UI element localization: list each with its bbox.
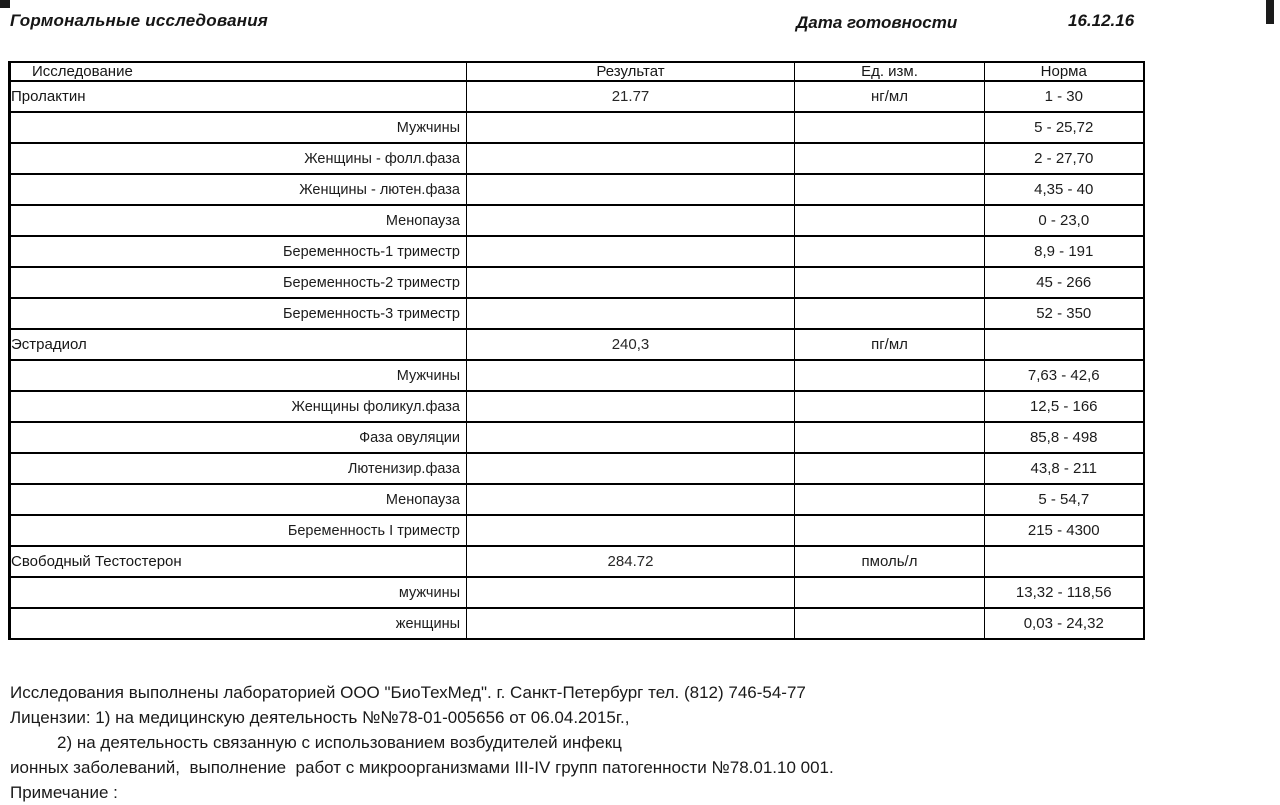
analyte-cell: Женщины - фолл.фаза <box>10 143 467 174</box>
norm-cell: 13,32 - 118,56 <box>985 577 1144 608</box>
result-cell <box>467 112 795 143</box>
analyte-cell: Эстрадиол <box>10 329 467 360</box>
result-cell <box>467 422 795 453</box>
table-row <box>10 391 1144 422</box>
analyte-cell: Мужчины <box>10 112 467 143</box>
norm-cell: 5 - 25,72 <box>985 112 1144 143</box>
unit-cell <box>795 422 985 453</box>
header-row <box>10 62 1144 81</box>
result-cell <box>467 515 795 546</box>
table-row <box>10 267 1144 298</box>
analyte-cell: Беременность-1 триместр <box>10 236 467 267</box>
table-row <box>10 608 1144 639</box>
unit-cell <box>795 577 985 608</box>
results-table-body <box>10 81 1144 639</box>
result-cell <box>467 484 795 515</box>
footer-line: Исследования выполнены лабораторией ООО "БиоТехМед". г. Санкт-Петербург тел. (812) 746-54-77 <box>10 683 806 702</box>
scan-artifact <box>0 0 10 8</box>
ready-date-label: Дата готовности <box>796 13 958 32</box>
unit-cell <box>795 174 985 205</box>
result-cell: 284.72 <box>467 546 795 577</box>
column-header-unit: Ед. изм. <box>795 62 985 81</box>
table-row <box>10 298 1144 329</box>
analyte-cell: Женщины фоликул.фаза <box>10 391 467 422</box>
table-row <box>10 329 1144 360</box>
result-cell <box>467 236 795 267</box>
analyte-cell: Свободный Тестостерон <box>10 546 467 577</box>
analyte-cell: Менопауза <box>10 205 467 236</box>
unit-cell <box>795 112 985 143</box>
table-row <box>10 515 1144 546</box>
norm-cell: 0,03 - 24,32 <box>985 608 1144 639</box>
result-cell <box>467 174 795 205</box>
analyte-cell: Пролактин <box>10 81 467 112</box>
footer-line: Примечание : <box>10 783 118 802</box>
results-table-header <box>10 62 1144 81</box>
unit-cell <box>795 515 985 546</box>
norm-cell: 52 - 350 <box>985 298 1144 329</box>
unit-cell <box>795 608 985 639</box>
result-cell: 21.77 <box>467 81 795 112</box>
result-cell <box>467 577 795 608</box>
table-row <box>10 453 1144 484</box>
unit-cell <box>795 360 985 391</box>
norm-cell: 12,5 - 166 <box>985 391 1144 422</box>
unit-cell <box>795 205 985 236</box>
unit-cell <box>795 391 985 422</box>
norm-cell: 215 - 4300 <box>985 515 1144 546</box>
unit-cell <box>795 453 985 484</box>
norm-cell: 0 - 23,0 <box>985 205 1144 236</box>
result-cell <box>467 298 795 329</box>
analyte-cell: Фаза овуляции <box>10 422 467 453</box>
table-row <box>10 546 1144 577</box>
result-cell <box>467 205 795 236</box>
analyte-cell: Беременность-2 триместр <box>10 267 467 298</box>
result-cell <box>467 391 795 422</box>
unit-cell: пг/мл <box>795 329 985 360</box>
table-row <box>10 81 1144 112</box>
result-cell <box>467 267 795 298</box>
analyte-cell: Беременность-3 триместр <box>10 298 467 329</box>
norm-cell: 7,63 - 42,6 <box>985 360 1144 391</box>
table-row <box>10 360 1144 391</box>
unit-cell <box>795 143 985 174</box>
norm-cell: 85,8 - 498 <box>985 422 1144 453</box>
result-cell <box>467 608 795 639</box>
norm-cell <box>985 546 1144 577</box>
analyte-cell: мужчины <box>10 577 467 608</box>
result-cell <box>467 360 795 391</box>
ready-date-value: 16.12.16 <box>1068 11 1135 30</box>
footer-line: Лицензии: 1) на медицинскую деятельность №№78-01-005656 от 06.04.2015г., <box>10 708 630 727</box>
table-row <box>10 205 1144 236</box>
analyte-cell: женщины <box>10 608 467 639</box>
norm-cell: 4,35 - 40 <box>985 174 1144 205</box>
results-table <box>8 61 1145 640</box>
norm-cell: 5 - 54,7 <box>985 484 1144 515</box>
norm-cell: 45 - 266 <box>985 267 1144 298</box>
column-header-analyte: Исследование <box>32 63 133 80</box>
norm-cell: 2 - 27,70 <box>985 143 1144 174</box>
footer-line: ионных заболеваний, выполнение работ с микроорганизмами III-IV групп патогенности №78.01.10 001. <box>10 758 834 777</box>
column-header-norm: Норма <box>985 62 1144 81</box>
norm-cell: 8,9 - 191 <box>985 236 1144 267</box>
result-cell: 240,3 <box>467 329 795 360</box>
table-row <box>10 577 1144 608</box>
analyte-cell: Мужчины <box>10 360 467 391</box>
analyte-cell: Женщины - лютен.фаза <box>10 174 467 205</box>
unit-cell <box>795 267 985 298</box>
table-row <box>10 422 1144 453</box>
page-title: Гормональные исследования <box>10 11 269 30</box>
norm-cell: 43,8 - 211 <box>985 453 1144 484</box>
footer-notes <box>10 680 1110 805</box>
table-row <box>10 143 1144 174</box>
table-row <box>10 112 1144 143</box>
table-row <box>10 174 1144 205</box>
unit-cell <box>795 484 985 515</box>
scan-artifact <box>1266 0 1274 24</box>
result-cell <box>467 453 795 484</box>
unit-cell: пмоль/л <box>795 546 985 577</box>
norm-cell: 1 - 30 <box>985 81 1144 112</box>
table-row <box>10 236 1144 267</box>
column-header-result: Результат <box>467 62 795 81</box>
analyte-cell: Лютенизир.фаза <box>10 453 467 484</box>
footer-line: 2) на деятельность связанную с использованием возбудителей инфекц <box>57 733 622 752</box>
result-cell <box>467 143 795 174</box>
unit-cell <box>795 236 985 267</box>
unit-cell: нг/мл <box>795 81 985 112</box>
norm-cell <box>985 329 1144 360</box>
table-row <box>10 484 1144 515</box>
unit-cell <box>795 298 985 329</box>
analyte-cell: Беременность I триместр <box>10 515 467 546</box>
analyte-cell: Менопауза <box>10 484 467 515</box>
